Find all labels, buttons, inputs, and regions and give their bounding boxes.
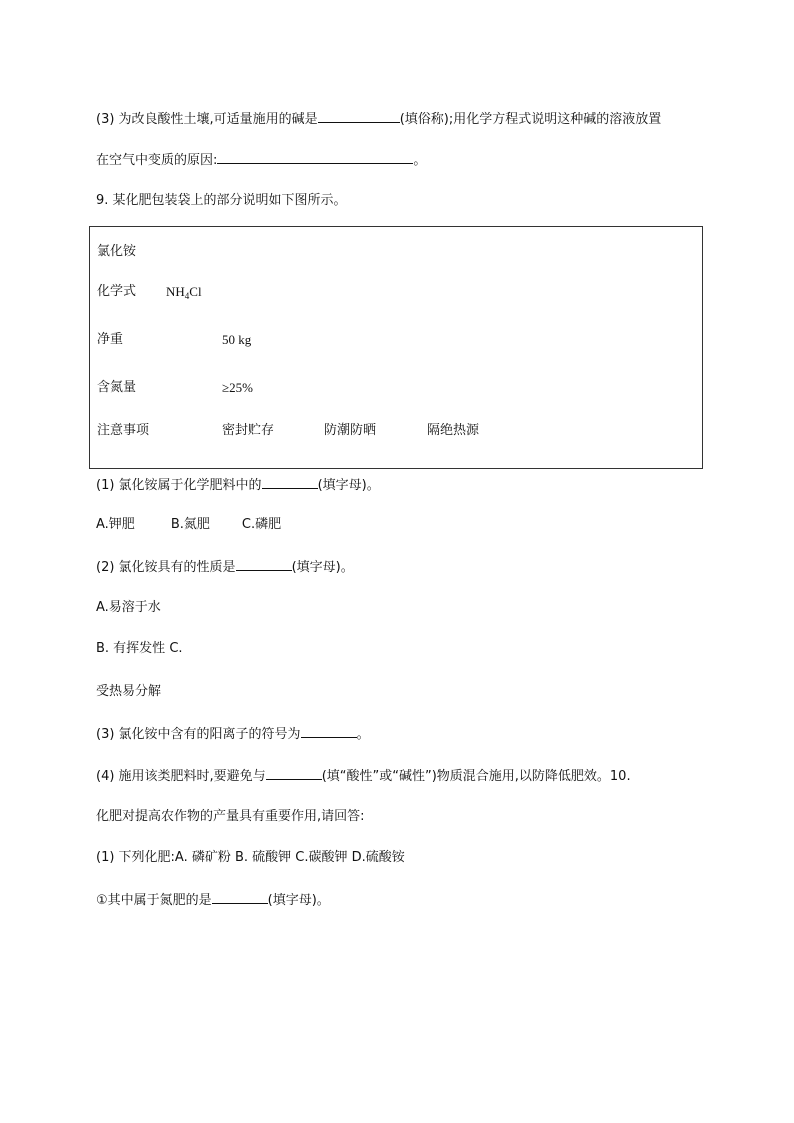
- label-notes-label: 注意事项: [97, 423, 150, 438]
- formula-tail: Cl: [189, 284, 202, 299]
- q9-part3-blank[interactable]: [301, 724, 357, 738]
- label-note-3: 隔绝热源: [427, 423, 480, 438]
- q10-sub1-text-a: ①其中属于氮肥的是: [96, 893, 212, 908]
- fertilizer-label-box: [89, 226, 703, 469]
- q8-part3-text-b: (填俗称);用化学方程式说明这种碱的溶液放置: [399, 112, 662, 127]
- q9-part3: [96, 724, 370, 744]
- formula-main: NH: [166, 284, 185, 299]
- q8-part3-line1: [96, 109, 661, 129]
- q9-part1-option-b: B.氮肥: [170, 517, 210, 532]
- q9-intro: 9. 某化肥包装袋上的部分说明如下图所示。: [96, 193, 347, 208]
- q9-part1-text-b: (填字母)。: [317, 478, 380, 493]
- q9-part1-blank[interactable]: [262, 475, 318, 489]
- label-nitrogen-value: ≥25%: [222, 380, 253, 395]
- q9-part2-option-c: 受热易分解: [96, 684, 162, 699]
- q9-part2-text-b: (填字母)。: [291, 560, 354, 575]
- q8-part3-line2: [96, 150, 426, 170]
- label-weight-value: 50 kg: [222, 332, 252, 347]
- label-formula-label: 化学式: [97, 284, 137, 299]
- q10-part1: (1) 下列化肥:A. 磷矿粉 B. 硫酸钾 C.碳酸钾 D.硫酸铵: [96, 850, 405, 865]
- q8-part3-blank-2[interactable]: [217, 150, 413, 164]
- label-nitrogen-label: 含氮量: [97, 380, 137, 395]
- q9-part4-text-b: (填“酸性”或“碱性”)物质混合施用,以防降低肥效。10.: [321, 769, 631, 784]
- q9-part4-blank[interactable]: [266, 766, 322, 780]
- q9-part1-options: [96, 516, 281, 534]
- q9-part2-option-a: A.易溶于水: [96, 600, 161, 615]
- q9-part4: [96, 766, 631, 786]
- q8-part3-text-c: 在空气中变质的原因:: [96, 153, 218, 168]
- q8-part3-end: 。: [413, 153, 427, 168]
- q8-part3-blank-1[interactable]: [318, 109, 400, 123]
- label-note-2: 防潮防晒: [324, 423, 377, 438]
- label-product-name: 氯化铵: [97, 244, 137, 259]
- formula-subscript: 4: [184, 291, 190, 301]
- q10-sub1: [96, 890, 330, 910]
- q8-part3-text-a: (3) 为改良酸性土壤,可适量施用的碱是: [96, 112, 318, 127]
- label-formula-value: [166, 283, 202, 301]
- q9-part3-end: 。: [356, 727, 370, 742]
- label-note-1: 密封贮存: [222, 423, 275, 438]
- q9-part1: [96, 475, 380, 495]
- q9-part1-option-a: A.钾肥: [96, 517, 135, 532]
- q9-part2: [96, 557, 354, 577]
- q10-sub1-blank[interactable]: [212, 890, 268, 904]
- q9-part1-option-c: C.磷肥: [241, 517, 282, 532]
- q9-part2-blank[interactable]: [236, 557, 292, 571]
- q9-part3-text-a: (3) 氯化铵中含有的阳离子的符号为: [96, 727, 301, 742]
- q9-part2-text-a: (2) 氯化铵具有的性质是: [96, 560, 236, 575]
- q9-part1-text-a: (1) 氯化铵属于化学肥料中的: [96, 478, 262, 493]
- q9-part2-option-b: B. 有挥发性 C.: [96, 641, 183, 656]
- q10-sub1-text-b: (填字母)。: [267, 893, 330, 908]
- label-weight-label: 净重: [97, 332, 124, 347]
- q9-part4-text-a: (4) 施用该类肥料时,要避免与: [96, 769, 266, 784]
- q10-intro: 化肥对提高农作物的产量具有重要作用,请回答:: [96, 809, 365, 824]
